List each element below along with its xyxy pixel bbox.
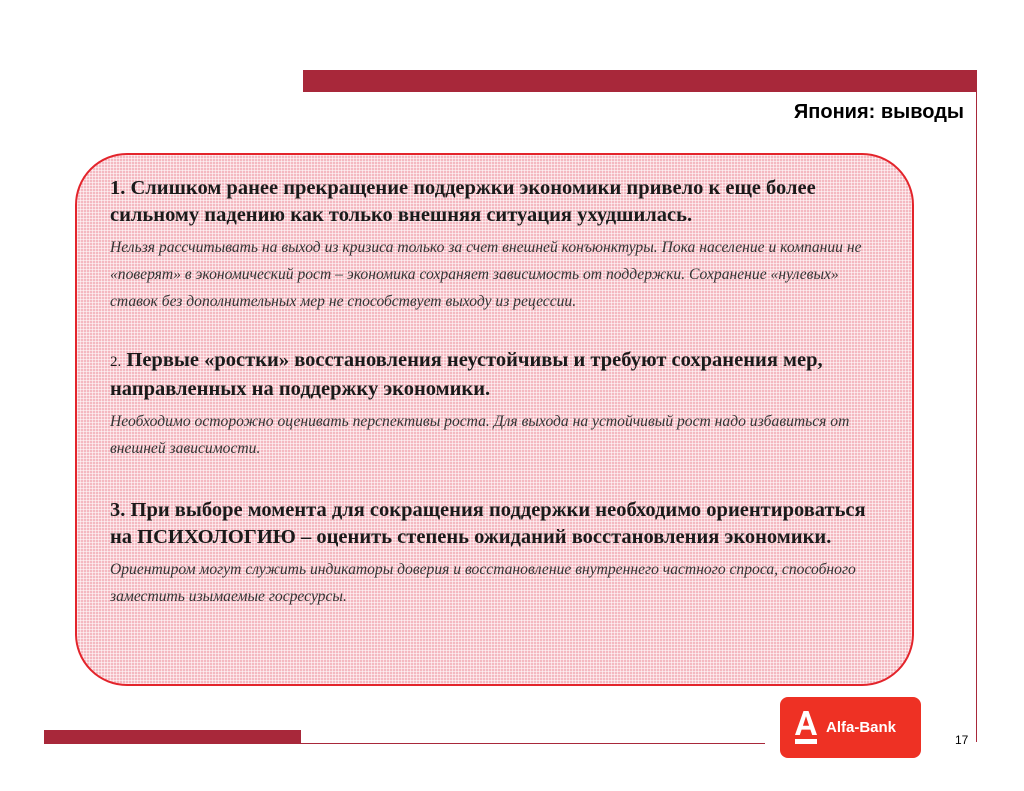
alfa-bank-logo <box>780 697 921 758</box>
conclusion-1-heading <box>110 175 885 229</box>
conclusion-2-number: 2. <box>110 354 122 370</box>
conclusion-2-description: Необходимо осторожно оценивать перспективы роста. Для выхода на устойчивый рост надо избавиться от внешней зависимости. <box>110 413 850 457</box>
conclusion-item-1 <box>110 175 885 315</box>
slide-title: Япония: выводы <box>793 101 964 123</box>
conclusion-1-number: 1. <box>110 177 126 199</box>
conclusion-3-text: При выборе момента для сокращения поддержки необходимо ориентироваться на ПСИХОЛОГИЮ – оценить степень ожиданий восстановления экономики. <box>110 499 866 548</box>
page-number: 17 <box>955 733 969 747</box>
alfa-letter-icon <box>794 711 818 745</box>
conclusion-3-number: 3. <box>110 499 126 521</box>
conclusion-3-description: Ориентиром могут служить индикаторы доверия и восстановление внутреннего частного спроса, способного заместить изымаемые госресурсы. <box>110 561 856 605</box>
conclusion-3-heading <box>110 497 885 551</box>
conclusion-item-2 <box>110 347 885 462</box>
conclusion-1-text: Слишком ранее прекращение поддержки экономики привело к еще более сильному падению как только внешняя ситуация ухудшилась. <box>110 177 816 226</box>
bottom-accent-bar <box>44 730 301 744</box>
top-accent-bar <box>303 70 977 92</box>
logo-text: Alfa-Bank <box>826 719 897 736</box>
bottom-divider-line <box>301 743 765 744</box>
conclusion-2-heading <box>110 347 885 403</box>
conclusion-2-text: Первые «ростки» восстановления неустойчивы и требуют сохранения мер, направленных на поддержку экономики. <box>110 349 823 400</box>
right-divider-line <box>976 92 977 742</box>
conclusion-1-description: Нельзя рассчитывать на выход из кризиса только за счет внешней конъюнктуры. Пока население и компании не «поверят» в экономический рост – экономика сохраняет зависимость от поддержки. Сохранение «нулевых» ставок без дополнительных мер не способствует выходу из рецессии. <box>110 239 862 310</box>
conclusion-item-3 <box>110 497 885 610</box>
conclusions-list <box>110 175 885 610</box>
conclusions-box <box>75 153 914 686</box>
